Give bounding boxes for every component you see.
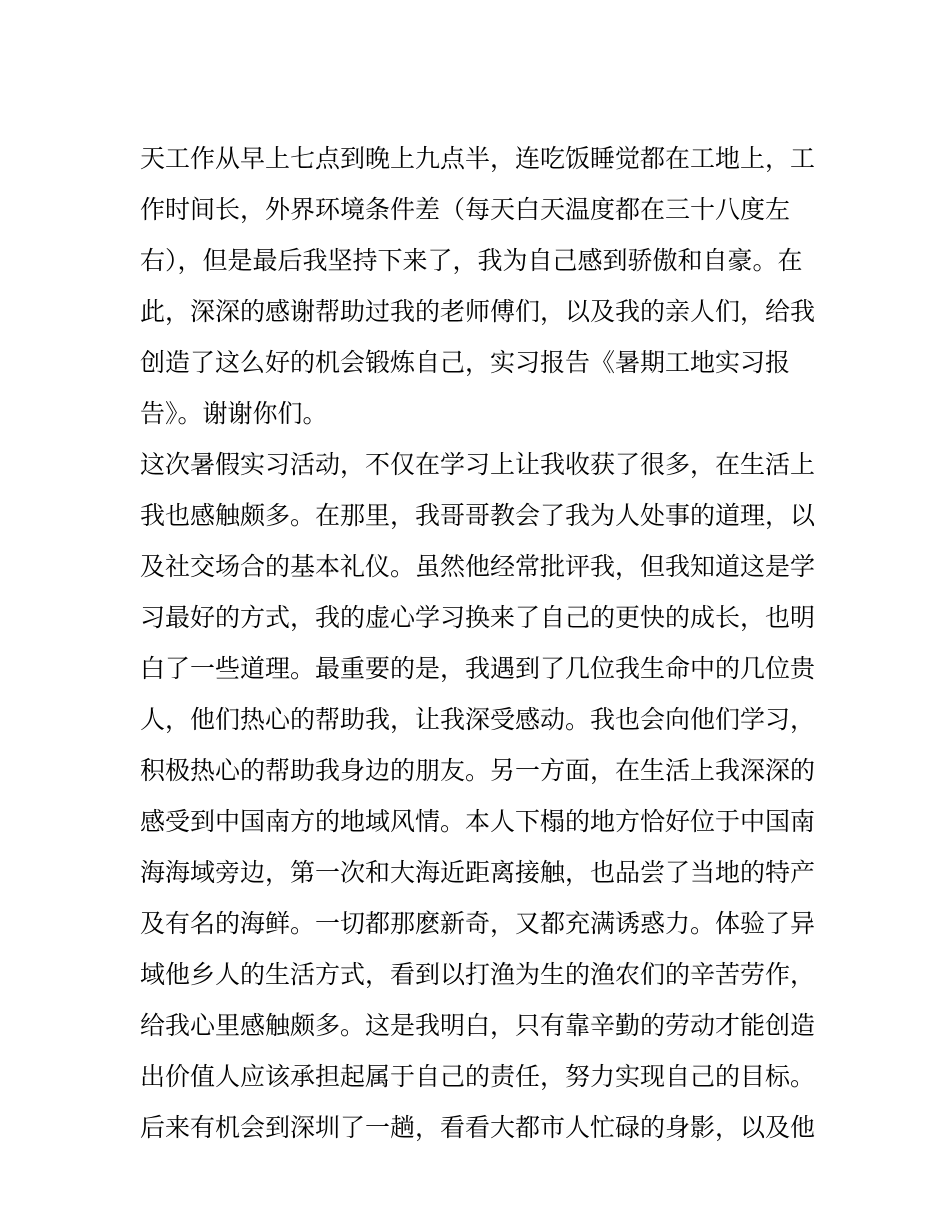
text-line: 白了一些道理。最重要的是，我遇到了几位我生命中的几位贵 [140,654,816,683]
text-line: 告》。谢谢你们。 [140,399,328,428]
text-line: 我也感触颇多。在那里，我哥哥教会了我为人处事的道理，以 [140,501,816,530]
text-line: 这次暑假实习活动，不仅在学习上让我收获了很多，在生活上 [140,450,816,479]
text-line: 此，深深的感谢帮助过我的老师傅们，以及我的亲人们，给我 [140,297,816,326]
text-line: 习最好的方式，我的虚心学习换来了自己的更快的成长，也明 [140,603,816,632]
text-line: 作时间长，外界环境条件差（每天白天温度都在三十八度左 [140,195,791,224]
body-text [140,133,820,1153]
text-line: 积极热心的帮助我身边的朋友。另一方面，在生活上我深深的 [140,756,816,785]
text-line: 感受到中国南方的地域风情。本人下榻的地方恰好位于中国南 [140,807,816,836]
text-line: 海海域旁边，第一次和大海近距离接触，也品尝了当地的特产 [140,858,816,887]
text-line: 右），但是最后我坚持下来了，我为自己感到骄傲和自豪。在 [140,246,803,275]
text-line: 给我心里感触颇多。这是我明白，只有靠辛勤的劳动才能创造 [140,1011,816,1040]
text-line: 域他乡人的生活方式，看到以打渔为生的渔农们的辛苦劳作， [140,960,816,989]
text-line: 及有名的海鲜。一切都那麽新奇，又都充满诱惑力。体验了异 [140,909,816,938]
text-line: 天工作从早上七点到晚上九点半，连吃饭睡觉都在工地上，工 [140,144,816,173]
text-line: 创造了这么好的机会锻炼自己，实习报告《暑期工地实习报 [140,348,791,377]
text-line: 后来有机会到深圳了一趟，看看大都市人忙碌的身影，以及他 [140,1113,816,1142]
text-line: 出价值人应该承担起属于自己的责任，努力实现自己的目标。 [140,1062,816,1091]
text-line: 及社交场合的基本礼仪。虽然他经常批评我，但我知道这是学 [140,552,816,581]
text-line: 人，他们热心的帮助我，让我深受感动。我也会向他们学习， [140,705,816,734]
